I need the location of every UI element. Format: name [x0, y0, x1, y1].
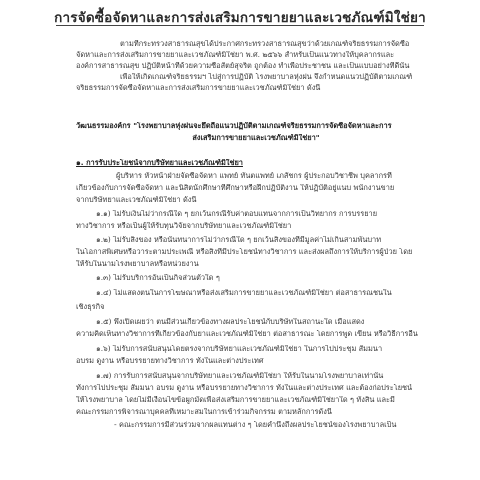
- intro-line: องค์การสาธารณสุข ปฏิบัติหน้าที่ด้วยความซื่อสัตย์สุจริต ถูกต้อง ทำเพื่อประชาชน และเป็นแบบอย่างที่ดีนั้น: [76, 62, 410, 70]
- clause-line: ๑.๔) ไม่แสดงตนในการโฆษณาหรือส่งเสริมการขายยาและเวชภัณฑ์มิใช่ยา ต่อสาธารณชนใน: [96, 289, 392, 297]
- body-line: ทางวิชาการ หรือเป็นผู้ให้รับทุนวิจัยจากบริษัทยาและเวชภัณฑ์มิใช่ยา: [76, 222, 292, 230]
- document-title: การจัดซื้อจัดหาและการส่งเสริมการขายยาและเวชภัณฑ์มิใช่ยา: [54, 10, 426, 26]
- body-line: ให้รับในนามโรงพยาบาลหรือหน่วยงาน: [76, 260, 199, 268]
- body-line: จากบริษัทยาและเวชภัณฑ์มิใช่ยา ดังนี้: [76, 196, 197, 204]
- body-line: คณะกรรมการพิจารณาบุคคลที่เหมาะสมในการเข้าร่วมกิจกรรม ตามหลักการดังนี้: [76, 408, 332, 416]
- body-line: ให้โรงพยาบาล โดยไม่มีเงื่อนไขข้อผูกมัดเพื่อส่งเสริมการขายยาและเวชภัณฑ์มิใช่ยาใด ๆ ทั้งสิ้น และมี: [76, 396, 395, 404]
- title-underline: [56, 25, 424, 26]
- section-heading: ๑. การรับประโยชน์จากบริษัทยาและเวชภัณฑ์มิใช่ยา: [76, 159, 243, 167]
- intro-line: ตามที่กระทรวงสาธารณสุขได้ประกาศกระทรวงสาธารณสุขว่าด้วยเกณฑ์จริยธรรมการจัดซื้อ: [120, 40, 410, 48]
- clause-line: ๑.๓) ไม่รับบริการอันเป็นกิจส่วนตัวใด ๆ: [96, 274, 220, 282]
- intro-line: เพื่อให้เกิดเกณฑ์จริยธรรมฯ ไปสู่การปฏิบัติ โรงพยาบาลหุ่งฝน จึงกำหนดแนวปฏิบัติตามเกณฑ์: [120, 73, 413, 81]
- body-line: เชิงธุรกิจ: [76, 303, 105, 311]
- clause-line: ๑.๗) การรับการสนับสนุนจากบริษัทยาและเวชภัณฑ์มิใช่ยา ให้รับในนามโรงพยาบาลเท่านั้น: [96, 372, 384, 380]
- culture-statement-line: วัฒนธรรมองค์กร "โรงพยาบาลหุ่งฝนจะยึดถือแนวปฏิบัติตามเกณฑ์จริยธรรมการจัดซื้อจัดหาและการ: [76, 122, 392, 130]
- clause-line: ๑.๒) ไม่รับสิ่งของ หรือนันทนาการไม่ว่ากรณีใด ๆ ยกเว้นสิ่งของที่มีมูลค่าไม่เกินสามพันบาท: [96, 236, 382, 244]
- intro-line: จัดหาและการส่งเสริมการขายยาและเวชภัณฑ์มิใช่ยา พ.ศ. ๒๕๖๖ สำหรับเป็นแนวทางให้บุคลากรและ: [76, 51, 395, 59]
- culture-statement-line: ส่งเสริมการขายยาและเวชภัณฑ์มิใช่ยา": [192, 134, 320, 142]
- body-line: ทั้งการไปประชุม สัมมนา อบรม ดูงาน หรือบรรยายทางวิชาการ ทั้งในและต่างประเทศ และต้องก่อประโยชน์: [76, 384, 413, 392]
- clause-line: ๑.๖) ไม่รับการสนับสนุนโดยตรงจากบริษัทยาและเวชภัณฑ์มิใช่ยา ในการไปประชุม สัมมนา: [96, 345, 383, 353]
- body-line: ความคิดเห็นทางวิชาการที่เกี่ยวข้องกับยาและเวชภัณฑ์มิใช่ยา ต่อสาธารณะ โดยการพูด เขียน หรือวิธีการอื่น: [76, 330, 418, 338]
- body-line: เกี่ยวข้องกับการจัดซื้อจัดหา และนิสิตนักศึกษาที่ศึกษาหรือฝึกปฏิบัติงาน ให้ปฏิบัติอยู่แนบ พนักงานขาย: [76, 184, 395, 192]
- bullet-line: - คณะกรรมการมีส่วนร่วมจากผลแทนต่าง ๆ โดยคำนึงถึงผลประโยชน์ของโรงพยาบาลเป็น: [114, 421, 397, 429]
- clause-line: ๑.๑) ไม่รับเงินไม่ว่ากรณีใด ๆ ยกเว้นกรณีรับค่าตอบแทนจากการเป็นวิทยากร การบรรยาย: [96, 210, 378, 218]
- intro-line: จริยธรรมการจัดซื้อจัดหาและการส่งเสริมการขายยาและเวชภัณฑ์มิใช่ยา ดังนี้: [76, 84, 321, 92]
- body-line: อบรม ดูงาน หรือบรรยายทางวิชาการ ทั้งในและต่างประเทศ: [76, 357, 264, 365]
- clause-line: ๑.๕) พึงเปิดเผยว่า ตนมีส่วนเกี่ยวข้องทางผลประโยชน์กับบริษัทในสถานะใด เมื่อแสดง: [96, 318, 365, 326]
- body-line: ในโอกาสพิเศษหรือวาระตามประเพณี หรือสิ่งที่มีประโยชน์ทางวิชาการ และส่งผลถึงการให้บริการผู้ป่วย โดย: [76, 248, 413, 256]
- body-line: ผู้บริหาร หัวหน้าฝ่ายจัดซื้อจัดหา แพทย์ ทันตแพทย์ เภสัชกร ผู้ประกอบวิชาชีพ บุคลากรที่: [116, 172, 392, 180]
